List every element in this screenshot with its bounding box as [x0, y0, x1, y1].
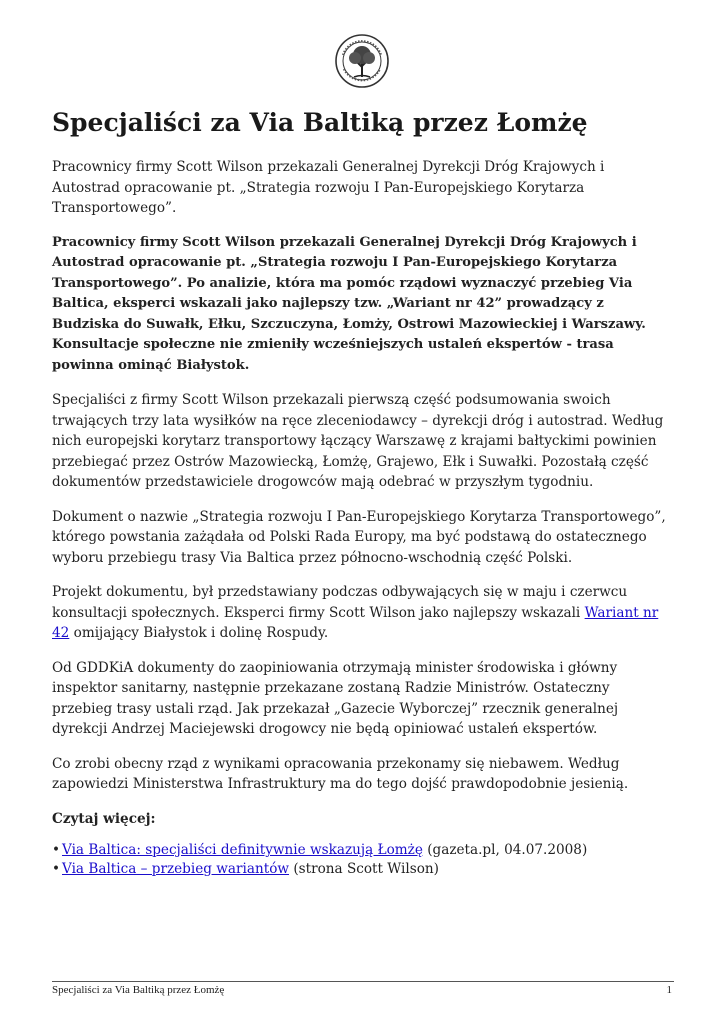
scott-wilson-variants-link[interactable]: Via Baltica – przebieg wariantów: [62, 861, 290, 877]
article-body: [52, 157, 674, 879]
bullet-icon: •: [52, 861, 61, 877]
paragraph-1: Specjaliści z firmy Scott Wilson przekazali pierwszą część podsumowania swoich trwających trzy lata wysiłków na ręce zleceniodawcy – dyrekcji dróg i autostrad. Według nich europejski korytarz transportowy łączący Warszawę z krajami bałtyckimi powinien przebiegać przez Ostrów Mazowiecką, Łomżę, Grajewo, Ełk i Suwałki. Pozostałą część dokumentów przedstawiciele drogowców mają odebrać w przyszłym tygodniu.: [52, 392, 664, 490]
link-note: (gazeta.pl, 04.07.2008): [422, 842, 588, 858]
paragraph-5: Co zrobi obecny rząd z wynikami opracowania przekonamy się niebawem. Według zapowiedzi Ministerstwa Infrastruktury ma do tego dojść prawdopodobnie jesienią.: [52, 755, 629, 792]
paragraph-4: Od GDDKiA dokumenty do zaopiniowania otrzymają minister środowiska i główny inspektor sanitarny, następnie przekazane zostaną Radzie Ministrów. Ostateczny przebieg trasy ustali rząd. Jak przekazał „Gazecie Wyborczej” rzecznik generalnej dyrekcji Andrzej Maciejewski drogowcy nie będą opiniować ustaleń ekspertów.: [52, 659, 619, 737]
footer-divider: [52, 981, 674, 982]
paragraph-3: [52, 582, 674, 644]
page-title: Specjaliści za Via Baltiką przez Łomżę: [52, 108, 588, 137]
read-more-list: [52, 841, 674, 879]
lead-paragraph: Pracownicy firmy Scott Wilson przekazali Generalnej Dyrekcji Dróg Krajowych i Autostrad opracowanie pt. „Strategia rozwoju I Pan-Europejskiego Korytarza Transportowego”. Po analizie, która ma pomóc rządowi wyznaczyć przebieg Via Baltica, eksperci wskazali jako najlepszy tzw. „Wariant nr 42” prowadzący z Budziska do Suwałk, Ełku, Szczuczyna, Łomży, Ostrowi Mazowieckiej i Warszawy. Konsultacje społeczne nie zmieniły wcześniejszych ustaleń ekspertów - trasa powinna ominąć Białystok.: [52, 234, 646, 373]
tree-seal-icon: [334, 33, 390, 89]
gazeta-article-link[interactable]: Via Baltica: specjaliści definitywnie wskazują Łomżę: [62, 842, 423, 858]
bullet-icon: •: [52, 842, 61, 858]
paragraph-3-text-after: omijający Białystok i dolinę Rospudy.: [69, 625, 329, 641]
footer-title: Specjaliści za Via Baltiką przez Łomżę: [52, 984, 225, 996]
intro-paragraph: Pracownicy firmy Scott Wilson przekazali Generalnej Dyrekcji Dróg Krajowych i Autostrad opracowanie pt. „Strategia rozwoju I Pan-Europejskiego Korytarza Transportowego”.: [52, 159, 605, 216]
paragraph-2: Dokument o nazwie „Strategia rozwoju I Pan-Europejskiego Korytarza Transportowego”, którego powstania zażądała od Polski Rada Europy, ma być podstawą do ostatecznego wyboru przebiegu trasy Via Baltica przez północno-wschodnią część Polski.: [52, 508, 666, 566]
page-number: 1: [666, 984, 672, 996]
paragraph-3-text-before: Projekt dokumentu, był przedstawiany podczas odbywających się w maju i czerwcu konsultacji społecznych. Eksperci firmy Scott Wilson jako najlepszy wskazali: [52, 584, 628, 621]
wariant-42-link[interactable]: Wariant nr 42: [52, 604, 659, 641]
link-note: (strona Scott Wilson): [289, 861, 439, 877]
list-item: [52, 841, 674, 860]
read-more-heading: Czytaj więcej:: [52, 810, 156, 827]
list-item: [52, 860, 674, 879]
